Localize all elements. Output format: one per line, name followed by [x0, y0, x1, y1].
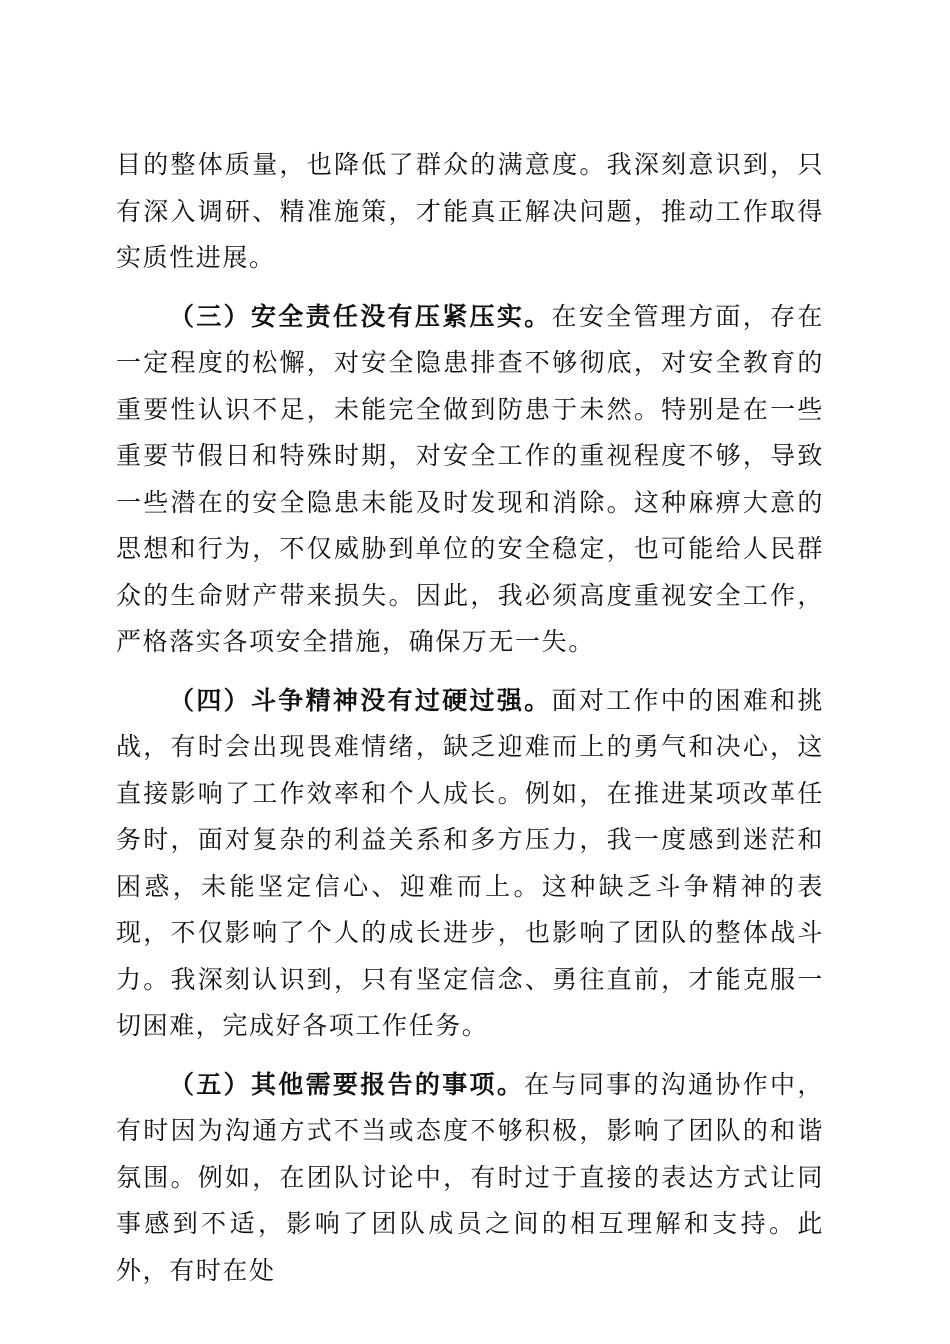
paragraph-other-matters — [116, 1062, 824, 1295]
document-body — [116, 142, 824, 1294]
paragraph-text: 在安全管理方面，存在一定程度的松懈，对安全隐患排查不够彻底，对安全教育的重要性认识不足，未能完全做到防患于未然。特别是在一些重要节假日和特殊时期，对安全工作的重视程度不够，导致一些潜在的安全隐患未能及时发现和消除。这种麻痹大意的思想和行为，不仅威胁到单位的安全稳定，也可能给人民群众的生命财产带来损失。因此，我必须高度重视安全工作，严格落实各项安全措施，确保万无一失。 — [116, 301, 824, 656]
paragraph-text: 面对工作中的困难和挑战，有时会出现畏难情绪，缺乏迎难而上的勇气和决心，这直接影响了工作效率和个人成长。例如，在推进某项改革任务时，面对复杂的利益关系和多方压力，我一度感到迷茫和困惑，未能坚定信心、迎难而上。这种缺乏斗争精神的表现，不仅影响了个人的成长进步，也影响了团队的整体战斗力。我深刻认识到，只有坚定信念、勇往直前，才能克服一切困难，完成好各项工作任务。 — [116, 685, 824, 1040]
paragraph-continuation — [116, 142, 824, 282]
paragraph-text: 目的整体质量，也降低了群众的满意度。我深刻意识到，只有深入调研、精准施策，才能真正解决问题，推动工作取得实质性进展。 — [116, 150, 824, 272]
section-heading-3: （三）安全责任没有压紧压实。 — [169, 301, 552, 331]
paragraph-struggle-spirit — [116, 678, 824, 1050]
section-heading-5: （五）其他需要报告的事项。 — [169, 1069, 525, 1099]
paragraph-safety-responsibility — [116, 294, 824, 666]
paragraph-text: 在与同事的沟通协作中，有时因为沟通方式不当或态度不够积极，影响了团队的和谐氛围。例如，在团队讨论中，有时过于直接的表达方式让同事感到不适，影响了团队成员之间的相互理解和支持。此外，有时在处 — [116, 1069, 824, 1285]
section-heading-4: （四）斗争精神没有过硬过强。 — [169, 685, 552, 715]
